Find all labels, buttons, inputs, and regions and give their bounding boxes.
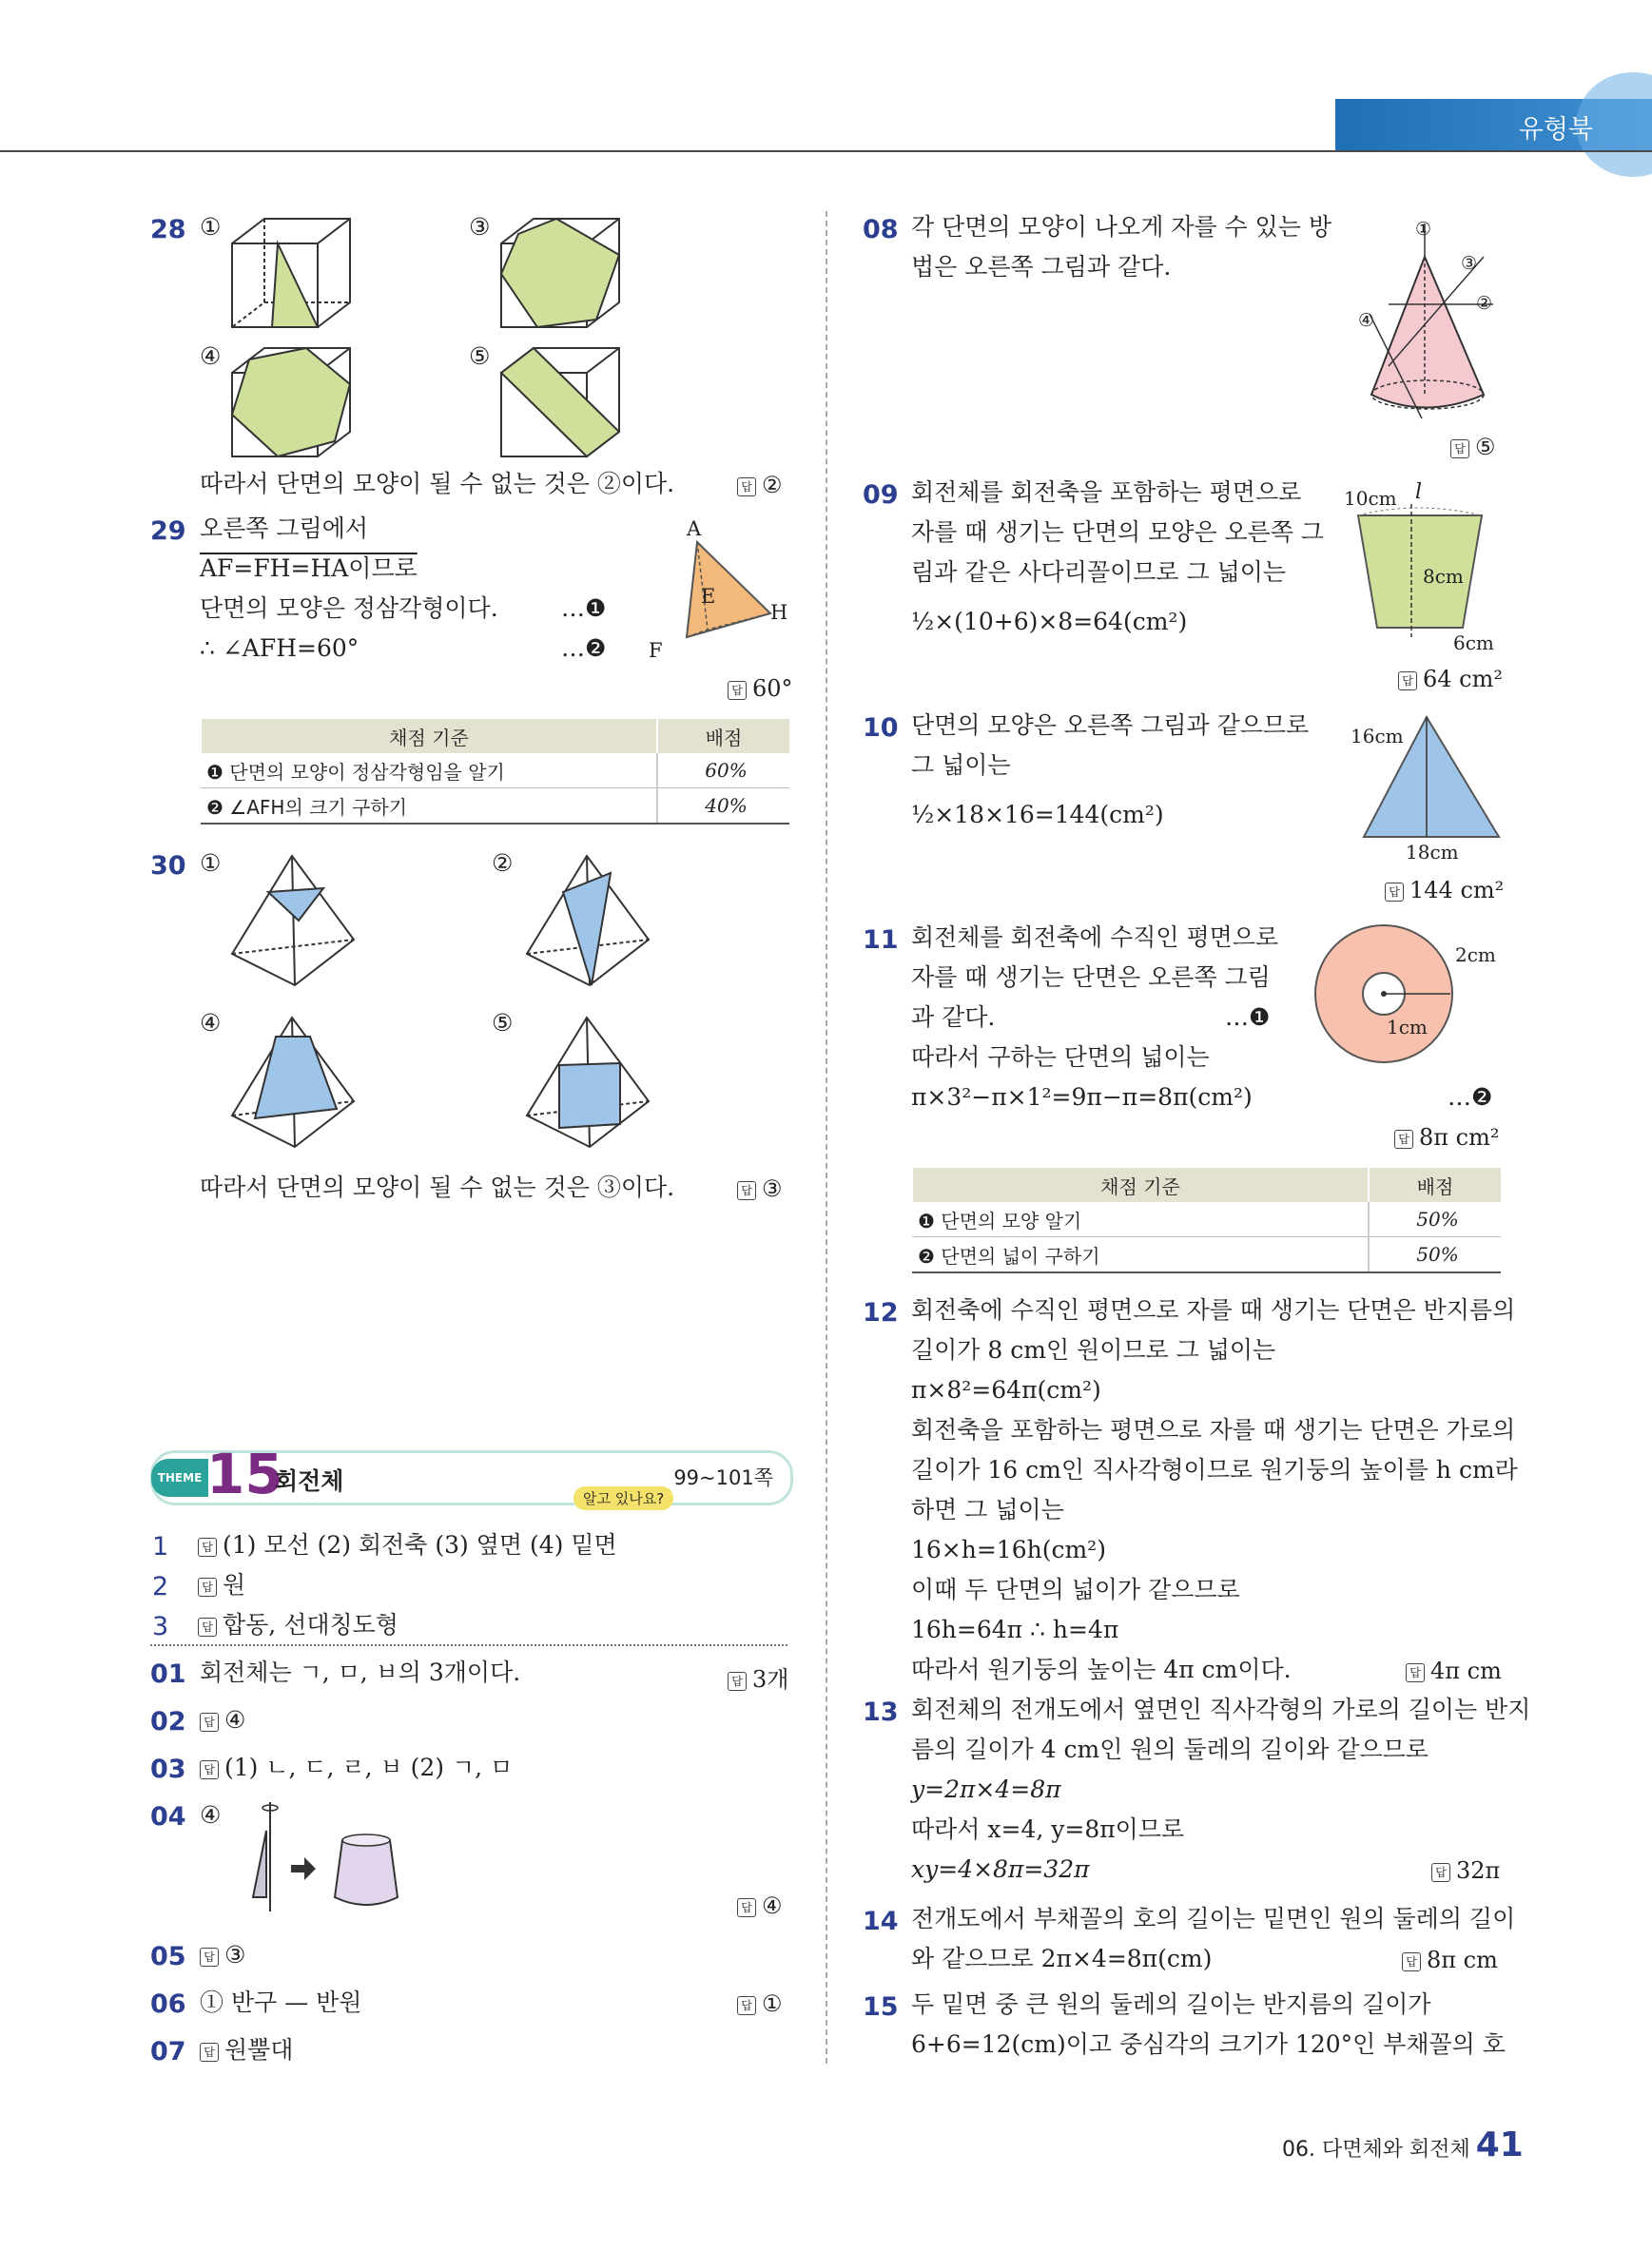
q09-line: 회전체를 회전축을 포함하는 평면으로: [911, 478, 1302, 506]
q29-label-e: E: [701, 585, 716, 608]
q30-pyramid-4: [230, 1016, 359, 1149]
answer-icon: 답: [737, 1996, 756, 2015]
q10-fig-base: 18cm: [1406, 841, 1459, 864]
q09-line: 림과 같은 사다리꼴이므로 그 넓이는: [911, 558, 1287, 586]
q11-fig-inner: 1cm: [1387, 1016, 1428, 1038]
q10-number: 10: [863, 713, 899, 743]
q12-line: 이때 두 단면의 넓이가 같으므로: [911, 1576, 1240, 1603]
item-text: 회전체는 ㄱ, ㅁ, ㅂ의 3개이다.: [200, 1659, 521, 1686]
q09-number: 09: [863, 480, 899, 510]
q30-answer: 답 ③: [737, 1175, 783, 1202]
q08-answer: 답 ⑤: [1450, 434, 1496, 460]
section-tab: 유형북: [1335, 99, 1652, 150]
q29-label-f: F: [649, 639, 663, 662]
q30-pyramid-1: [230, 854, 359, 987]
q12-line: 회전축에 수직인 평면으로 자를 때 생기는 단면은 반지름의: [911, 1296, 1516, 1324]
q28-cube-3: [499, 217, 623, 331]
q28-label-4: ④: [200, 342, 222, 370]
answer-icon: 답: [200, 1713, 219, 1732]
q28-label-5: ⑤: [469, 342, 491, 370]
q11-line: 회전체를 회전축에 수직인 평면으로: [911, 923, 1279, 951]
q28-number: 28: [150, 215, 186, 244]
q11-line: 따라서 구하는 단면의 넓이는: [911, 1043, 1210, 1071]
chapter-title: 06. 다면체와 회전체: [1282, 2138, 1470, 2162]
item-answer: 답 ④: [737, 1892, 783, 1919]
q29-line: 오른쪽 그림에서: [200, 514, 368, 542]
q30-number: 30: [150, 851, 186, 881]
q29-label-h: H: [770, 601, 788, 624]
page-footer: [1282, 2125, 1524, 2164]
q09-fig-height: 8cm: [1423, 565, 1464, 588]
q28-answer: 답 ②: [737, 472, 783, 498]
q29-mark-1: …❶: [561, 594, 607, 622]
q09-line: ½×(10+6)×8=64(cm²): [911, 608, 1188, 635]
q09-trapezoid-figure: [1351, 504, 1493, 637]
answer-icon: 답: [198, 1618, 217, 1637]
q11-line: π×3²−π×1²=9π−π=8π(cm²): [911, 1083, 1253, 1111]
q30-label-2: ②: [492, 849, 514, 877]
q08-cone-figure: [1351, 219, 1512, 423]
answer-icon: 답: [728, 681, 747, 700]
q15-line: 6+6=12(cm)이고 중심각의 크기가 120°인 부채꼴의 호: [911, 2030, 1506, 2058]
q13-line: 따라서 x=4, y=8π이므로: [911, 1815, 1185, 1843]
answer-icon: 답: [1385, 883, 1404, 902]
item-number: 07: [150, 2037, 186, 2067]
q12-answer: 답 4π cm: [1406, 1658, 1502, 1684]
answer-icon: 답: [200, 2043, 219, 2062]
q29-mark-2: …❷: [561, 634, 607, 662]
q08-line: 법은 오른쪽 그림과 같다.: [911, 253, 1172, 281]
answer-icon: 답: [1402, 1952, 1421, 1971]
answer-icon: 답: [198, 1538, 217, 1557]
q29-line: ∴ ∠AFH=60°: [200, 634, 360, 662]
q12-line: 길이가 8 cm인 원이므로 그 넓이는: [911, 1336, 1276, 1364]
q09-fig-top: 10cm: [1344, 487, 1397, 510]
q12-line: 16×h=16h(cm²): [911, 1536, 1106, 1563]
q15-number: 15: [863, 1992, 899, 2022]
q11-number: 11: [863, 925, 899, 955]
q12-line: 16h=64π ∴ h=4π: [911, 1616, 1119, 1643]
answer-icon: 답: [1406, 1663, 1425, 1682]
dotted-divider: [150, 1644, 787, 1646]
q11-fig-outer: 2cm: [1455, 943, 1496, 966]
item-text: 답 ③: [200, 1935, 245, 1975]
answer-icon: 답: [737, 1181, 756, 1200]
q13-line: 름의 길이가 4 cm인 원의 둘레의 길이와 같으므로: [911, 1736, 1428, 1763]
answer-icon: 답: [200, 1760, 219, 1779]
concept-answer: 답 원: [198, 1565, 245, 1605]
item-number: 04: [150, 1802, 186, 1832]
q08-number: 08: [863, 215, 899, 244]
item-text: ① 반구 — 반원: [200, 1989, 362, 2016]
item-number: 06: [150, 1989, 186, 2019]
q14-number: 14: [863, 1907, 899, 1936]
q29-figure: [647, 514, 789, 656]
q09-fig-bottom: 6cm: [1453, 631, 1494, 654]
q14-line: 전개도에서 부채꼴의 호의 길이는 밑면인 원의 둘레의 길이: [911, 1905, 1516, 1932]
q08-fig-label-2: ②: [1476, 293, 1493, 314]
item-answer: 답 3개: [728, 1660, 788, 1694]
q08-line: 각 단면의 모양이 나오게 자를 수 있는 방: [911, 213, 1332, 241]
q28-cube-5: [499, 346, 623, 460]
item-number: 02: [150, 1707, 186, 1737]
q13-line: xy=4×8π=32π: [911, 1855, 1090, 1883]
q11-line: 자를 때 생기는 단면은 오른쪽 그림: [911, 963, 1271, 991]
q30-pyramid-5: [525, 1016, 653, 1149]
q29-label-a: A: [687, 517, 702, 540]
q09-answer: 답 64 cm²: [1398, 666, 1503, 692]
item-answer: 답 ①: [737, 1990, 783, 2017]
q15-line: 두 밑면 중 큰 원의 둘레의 길이는 반지름의 길이가: [911, 1990, 1431, 2018]
concept-number: 2: [152, 1572, 169, 1601]
answer-icon: 답: [200, 1948, 219, 1967]
answer-icon: 답: [728, 1672, 747, 1691]
q14-answer: 답 8π cm: [1402, 1947, 1498, 1973]
q12-line: 회전축을 포함하는 평면으로 자를 때 생기는 단면은 가로의: [911, 1416, 1516, 1444]
theme-pages: 99~101쪽: [673, 1466, 773, 1489]
q10-line: 단면의 모양은 오른쪽 그림과 같으므로: [911, 711, 1310, 739]
answer-icon: 답: [737, 477, 756, 496]
q12-line: 하면 그 넓이는: [911, 1496, 1064, 1523]
q13-answer: 답 32π: [1431, 1857, 1500, 1884]
answer-icon: 답: [198, 1578, 217, 1597]
answer-icon: 답: [1431, 1863, 1450, 1882]
q29-line: AF=FH=HA이므로: [200, 554, 418, 582]
answer-icon: 답: [1398, 671, 1417, 690]
table-row: ❷ ∠AFH의 크기 구하기 40%: [201, 788, 789, 825]
q28-cube-1: [230, 217, 354, 331]
item-number: 01: [150, 1659, 186, 1689]
answer-icon: 답: [1394, 1130, 1413, 1149]
q10-line: 그 넓이는: [911, 751, 1011, 779]
table-row: ❶ 단면의 모양 알기 50%: [912, 1202, 1501, 1237]
q29-line: 단면의 모양은 정삼각형이다.: [200, 594, 498, 622]
theme-number: 15: [206, 1442, 283, 1506]
scoring-table-2: 채점 기준 배점 ❶ 단면의 모양 알기 50% ❷ 단면의 넓이 구하기 50%: [911, 1168, 1501, 1273]
item-number: 05: [150, 1942, 186, 1971]
q30-label-5: ⑤: [492, 1009, 514, 1037]
q12-line: 길이가 16 cm인 직사각형이므로 원기둥의 높이를 h cm라: [911, 1456, 1518, 1484]
q28-conclusion: 따라서 단면의 모양이 될 수 없는 것은 ②이다.: [200, 470, 675, 497]
q13-number: 13: [863, 1698, 899, 1727]
answer-icon: 답: [1450, 439, 1469, 458]
item-text: ④: [200, 1801, 222, 1829]
q11-answer: 답 8π cm²: [1394, 1124, 1500, 1151]
q12-number: 12: [863, 1298, 899, 1328]
concept-answer: 답 합동, 선대칭도형: [198, 1605, 398, 1645]
theme-title: 회전체: [275, 1467, 344, 1495]
q29-number: 29: [150, 516, 186, 546]
answer-icon: 답: [737, 1898, 756, 1917]
q28-label-1: ①: [200, 213, 222, 241]
q08-fig-label-1: ①: [1415, 219, 1432, 240]
q14-line: 와 같으므로 2π×4=8π(cm): [911, 1945, 1213, 1972]
q11-line: 과 같다.: [911, 1003, 996, 1031]
q30-conclusion: 따라서 단면의 모양이 될 수 없는 것은 ③이다.: [200, 1174, 675, 1201]
q30-label-4: ④: [200, 1009, 222, 1037]
column-divider: [826, 211, 827, 2064]
q10-fig-height: 16cm: [1351, 725, 1404, 747]
concept-number: 1: [152, 1532, 169, 1562]
q08-fig-label-3: ③: [1461, 253, 1478, 274]
q29-answer: 답 60°: [728, 675, 793, 702]
q10-answer: 답 144 cm²: [1385, 877, 1504, 903]
q28-label-3: ③: [469, 213, 491, 241]
q12-line: 따라서 원기둥의 높이는 4π cm이다.: [911, 1656, 1292, 1683]
header-rule: [0, 150, 1652, 152]
q09-line: 자를 때 생기는 단면의 모양은 오른쪽 그: [911, 518, 1325, 546]
theme-tag: THEME: [151, 1459, 208, 1497]
q12-line: π×8²=64π(cm²): [911, 1376, 1101, 1404]
page-number: 41: [1475, 2125, 1524, 2164]
table-row: ❶ 단면의 모양이 정삼각형임을 알기 60%: [201, 753, 789, 788]
concept-number: 3: [152, 1612, 169, 1641]
q30-pyramid-2: [525, 854, 653, 987]
q28-cube-4: [230, 346, 354, 460]
concept-answer: 답 (1) 모선 (2) 회전축 (3) 옆면 (4) 밑면: [198, 1525, 617, 1565]
table-row: ❷ 단면의 넓이 구하기 50%: [912, 1237, 1501, 1273]
item-number: 03: [150, 1755, 186, 1784]
q08-fig-label-4: ④: [1358, 310, 1375, 331]
q11-mark-2: …❷: [1448, 1083, 1493, 1111]
q13-line: 회전체의 전개도에서 옆면인 직사각형의 가로의 길이는 반지: [911, 1696, 1531, 1723]
q13-line: y=2π×4=8π: [911, 1776, 1061, 1803]
q09-fig-axis: l: [1415, 480, 1423, 504]
q11-ring-figure: [1312, 922, 1455, 1065]
q30-label-1: ①: [200, 849, 222, 877]
q04-figure: [228, 1802, 409, 1916]
item-text: 답 ④: [200, 1700, 245, 1740]
know-badge: 알고 있나요?: [573, 1486, 673, 1510]
q10-line: ½×18×16=144(cm²): [911, 801, 1164, 828]
item-text: 답 (1) ㄴ, ㄷ, ㄹ, ㅂ (2) ㄱ, ㅁ: [200, 1748, 513, 1788]
theme-banner: [150, 1442, 793, 1507]
q11-mark-1: …❶: [1225, 1003, 1271, 1031]
item-text: 답 원뿔대: [200, 2030, 293, 2070]
scoring-table-1: 채점 기준 배점 ❶ 단면의 모양이 정삼각형임을 알기 60% ❷ ∠AFH의 크기 구하기 40%: [200, 719, 789, 825]
